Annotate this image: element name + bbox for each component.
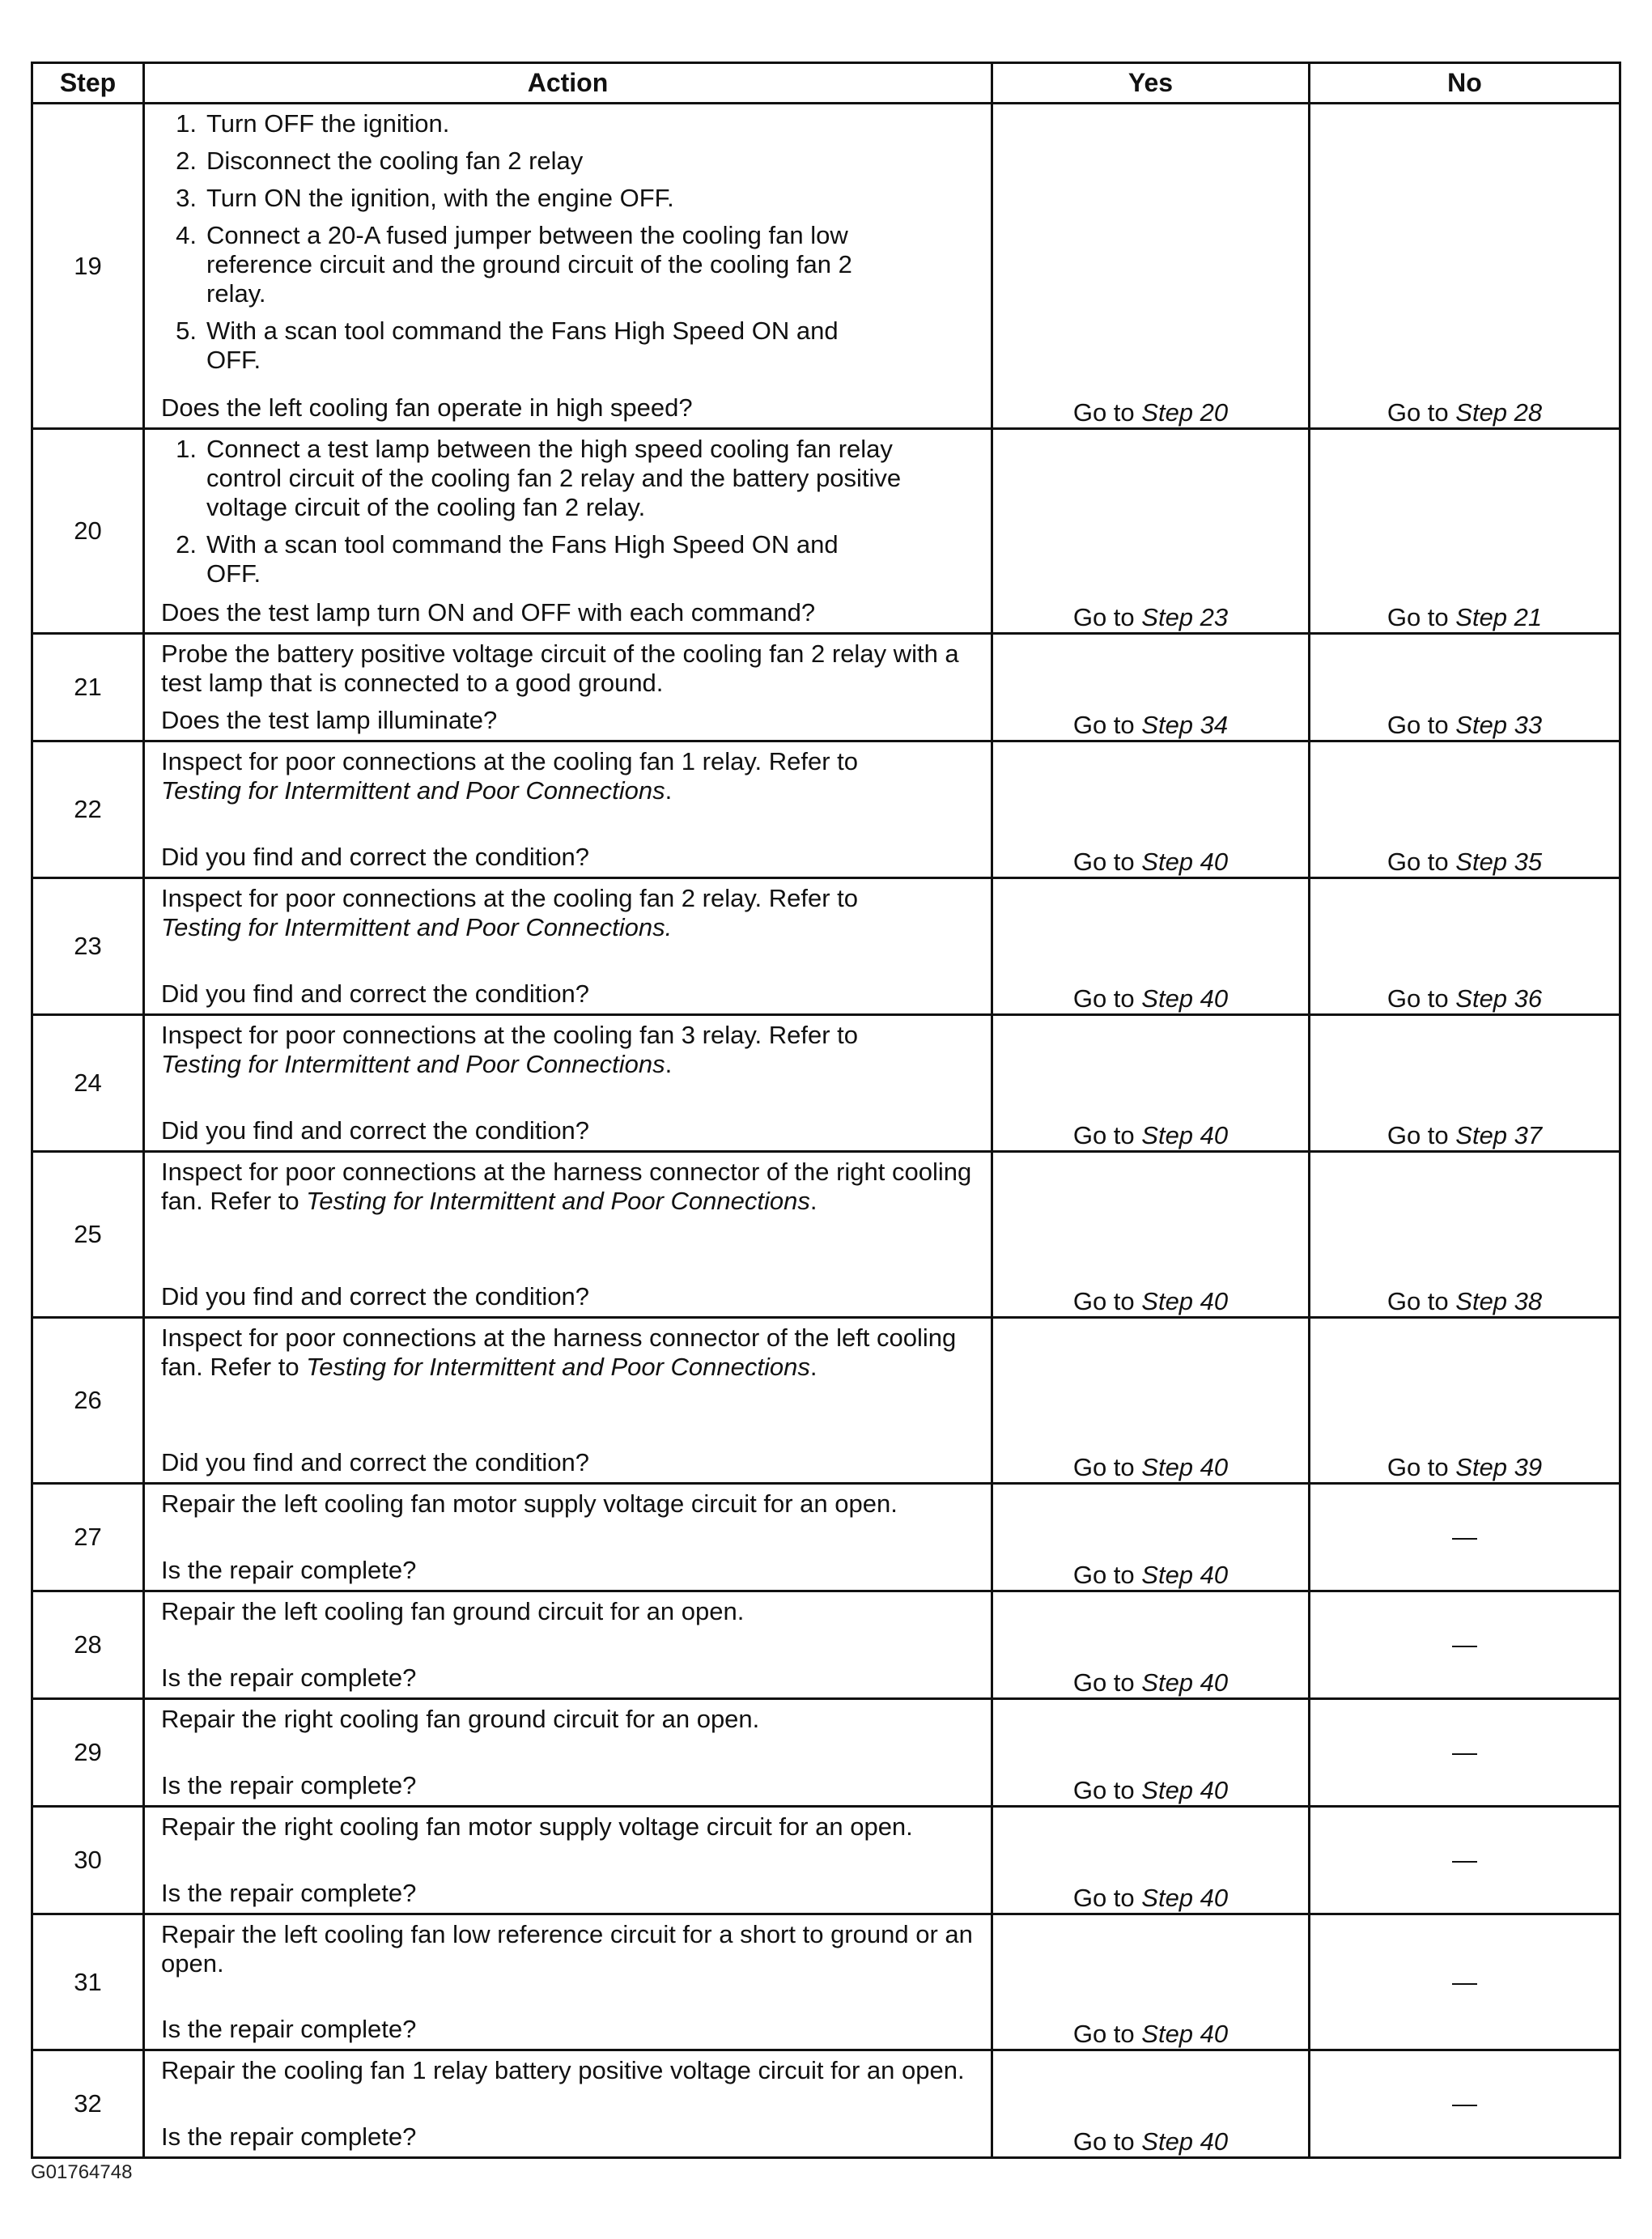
- action-text: Probe the battery positive voltage circuit of the cooling fan 2 relay with a test lamp that is connected to a good ground.: [161, 639, 959, 697]
- table-row: [32, 1484, 1620, 1591]
- header-action: Action: [144, 63, 992, 104]
- no-cell: Go to Step 39: [1310, 1318, 1620, 1484]
- figure-code: G01764748: [31, 2161, 133, 2183]
- no-cell: —: [1310, 1807, 1620, 1914]
- yes-cell: Go to Step 20: [992, 104, 1310, 429]
- table-row: [32, 741, 1620, 878]
- table-row: [32, 2050, 1620, 2158]
- header-row: [32, 63, 1620, 104]
- question-text: Is the repair complete?: [161, 1556, 417, 1584]
- step-number: 23: [32, 878, 144, 1015]
- yes-cell: Go to Step 40: [992, 2050, 1310, 2158]
- yes-cell: Go to Step 40: [992, 1484, 1310, 1591]
- step-number: 22: [32, 741, 144, 878]
- step-number: 24: [32, 1015, 144, 1152]
- action-cell: [144, 634, 992, 741]
- yes-cell: Go to Step 40: [992, 1015, 1310, 1152]
- action-cell: [144, 1591, 992, 1699]
- action-text: Repair the left cooling fan motor supply voltage circuit for an open.: [161, 1489, 898, 1518]
- action-text: Repair the left cooling fan ground circuit for an open.: [161, 1597, 745, 1625]
- step-number: 27: [32, 1484, 144, 1591]
- action-cell: [144, 741, 992, 878]
- procedure-list: [161, 435, 975, 588]
- yes-cell: Go to Step 34: [992, 634, 1310, 741]
- question-text: Is the repair complete?: [161, 1771, 417, 1799]
- action-cell: [144, 1318, 992, 1484]
- step-number: 29: [32, 1699, 144, 1807]
- question-text: Did you find and correct the condition?: [161, 1116, 590, 1145]
- action-cell: [144, 1807, 992, 1914]
- yes-cell: Go to Step 40: [992, 1591, 1310, 1699]
- list-item: 4. Connect a 20-A fused jumper between the cooling fan low reference circuit and the ground circuit of the cooling fan 2 relay.: [176, 221, 852, 308]
- no-cell: —: [1310, 1484, 1620, 1591]
- action-cell: [144, 429, 992, 634]
- table-row: [32, 1914, 1620, 2050]
- step-number: 26: [32, 1318, 144, 1484]
- table-row: [32, 429, 1620, 634]
- action-cell: [144, 1914, 992, 2050]
- question-text: Is the repair complete?: [161, 2122, 417, 2151]
- step-number: 21: [32, 634, 144, 741]
- question-text: Is the repair complete?: [161, 1879, 417, 1907]
- action-text: Inspect for poor connections at the cooling fan 1 relay. Refer to Testing for Intermittent and Poor Connections.: [161, 747, 859, 805]
- yes-cell: Go to Step 40: [992, 1914, 1310, 2050]
- step-number: 25: [32, 1152, 144, 1318]
- no-cell: Go to Step 35: [1310, 741, 1620, 878]
- no-cell: —: [1310, 2050, 1620, 2158]
- header-yes: Yes: [992, 63, 1310, 104]
- list-item: 2. With a scan tool command the Fans High Speed ON and OFF.: [176, 530, 839, 588]
- no-cell: Go to Step 33: [1310, 634, 1620, 741]
- yes-cell: Go to Step 40: [992, 1318, 1310, 1484]
- action-cell: [144, 104, 992, 429]
- action-text: Inspect for poor connections at the harness connector of the left cooling fan. Refer to Testing for Intermittent and Poor Connections.: [161, 1323, 957, 1381]
- question-text: Did you find and correct the condition?: [161, 979, 590, 1008]
- step-number: 19: [32, 104, 144, 429]
- no-cell: —: [1310, 1591, 1620, 1699]
- table-row: [32, 634, 1620, 741]
- no-cell: Go to Step 38: [1310, 1152, 1620, 1318]
- yes-cell: Go to Step 40: [992, 878, 1310, 1015]
- yes-cell: Go to Step 40: [992, 1807, 1310, 1914]
- table-row: [32, 1699, 1620, 1807]
- action-cell: [144, 2050, 992, 2158]
- action-text: Inspect for poor connections at the cooling fan 3 relay. Refer to Testing for Intermittent and Poor Connections.: [161, 1021, 859, 1078]
- yes-cell: Go to Step 23: [992, 429, 1310, 634]
- reference-link-text: Testing for Intermittent and Poor Connections: [306, 1187, 810, 1215]
- yes-cell: Go to Step 40: [992, 1699, 1310, 1807]
- table-row: [32, 878, 1620, 1015]
- action-cell: [144, 1699, 992, 1807]
- table-row: [32, 1591, 1620, 1699]
- reference-link-text: Testing for Intermittent and Poor Connections: [161, 776, 665, 805]
- question-text: Does the test lamp illuminate?: [161, 706, 498, 734]
- list-item: 2. Disconnect the cooling fan 2 relay: [176, 147, 584, 175]
- list-item: 3. Turn ON the ignition, with the engine OFF.: [176, 184, 674, 212]
- step-number: 31: [32, 1914, 144, 2050]
- table-row: [32, 1318, 1620, 1484]
- procedure-list: [161, 109, 975, 375]
- yes-cell: Go to Step 40: [992, 1152, 1310, 1318]
- no-cell: Go to Step 37: [1310, 1015, 1620, 1152]
- action-cell: [144, 1484, 992, 1591]
- list-item: 1. Connect a test lamp between the high speed cooling fan relay control circuit of the cooling fan 2 relay and the battery positive voltage circuit of the cooling fan 2 relay.: [176, 435, 902, 521]
- question-text: Did you find and correct the condition?: [161, 843, 590, 871]
- list-item: 5. With a scan tool command the Fans High Speed ON and OFF.: [176, 317, 839, 374]
- action-text: Inspect for poor connections at the cooling fan 2 relay. Refer to Testing for Intermittent and Poor Connections.: [161, 884, 859, 941]
- question-text: Did you find and correct the condition?: [161, 1282, 590, 1311]
- header-no: No: [1310, 63, 1620, 104]
- action-cell: [144, 1152, 992, 1318]
- no-cell: —: [1310, 1914, 1620, 2050]
- reference-link-text: Testing for Intermittent and Poor Connections: [306, 1353, 810, 1381]
- table-row: [32, 1015, 1620, 1152]
- no-cell: —: [1310, 1699, 1620, 1807]
- table-row: [32, 1807, 1620, 1914]
- diagnostic-table: [31, 62, 1621, 2159]
- question-text: Did you find and correct the condition?: [161, 1448, 590, 1476]
- question-text: Is the repair complete?: [161, 1663, 417, 1692]
- action-cell: [144, 878, 992, 1015]
- question-text: Does the test lamp turn ON and OFF with each command?: [161, 598, 816, 627]
- table-row: [32, 104, 1620, 429]
- table-row: [32, 1152, 1620, 1318]
- list-item: 1. Turn OFF the ignition.: [176, 109, 450, 138]
- question-text: Is the repair complete?: [161, 2015, 417, 2043]
- reference-link-text: Testing for Intermittent and Poor Connections: [161, 1050, 665, 1078]
- header-step: Step: [32, 63, 144, 104]
- no-cell: Go to Step 36: [1310, 878, 1620, 1015]
- action-text: Repair the right cooling fan ground circuit for an open.: [161, 1705, 760, 1733]
- question-text: Does the left cooling fan operate in high speed?: [161, 393, 693, 422]
- step-number: 30: [32, 1807, 144, 1914]
- action-text: Repair the cooling fan 1 relay battery positive voltage circuit for an open.: [161, 2056, 965, 2084]
- action-text: Repair the left cooling fan low reference circuit for a short to ground or an open.: [161, 1920, 973, 1978]
- step-number: 32: [32, 2050, 144, 2158]
- action-cell: [144, 1015, 992, 1152]
- no-cell: Go to Step 28: [1310, 104, 1620, 429]
- yes-cell: Go to Step 40: [992, 741, 1310, 878]
- reference-link-text: Testing for Intermittent and Poor Connections.: [161, 913, 673, 941]
- action-text: Repair the right cooling fan motor supply voltage circuit for an open.: [161, 1812, 913, 1841]
- no-cell: Go to Step 21: [1310, 429, 1620, 634]
- step-number: 20: [32, 429, 144, 634]
- step-number: 28: [32, 1591, 144, 1699]
- action-text: Inspect for poor connections at the harness connector of the right cooling fan. Refer to Testing for Intermittent and Poor Connections.: [161, 1158, 972, 1215]
